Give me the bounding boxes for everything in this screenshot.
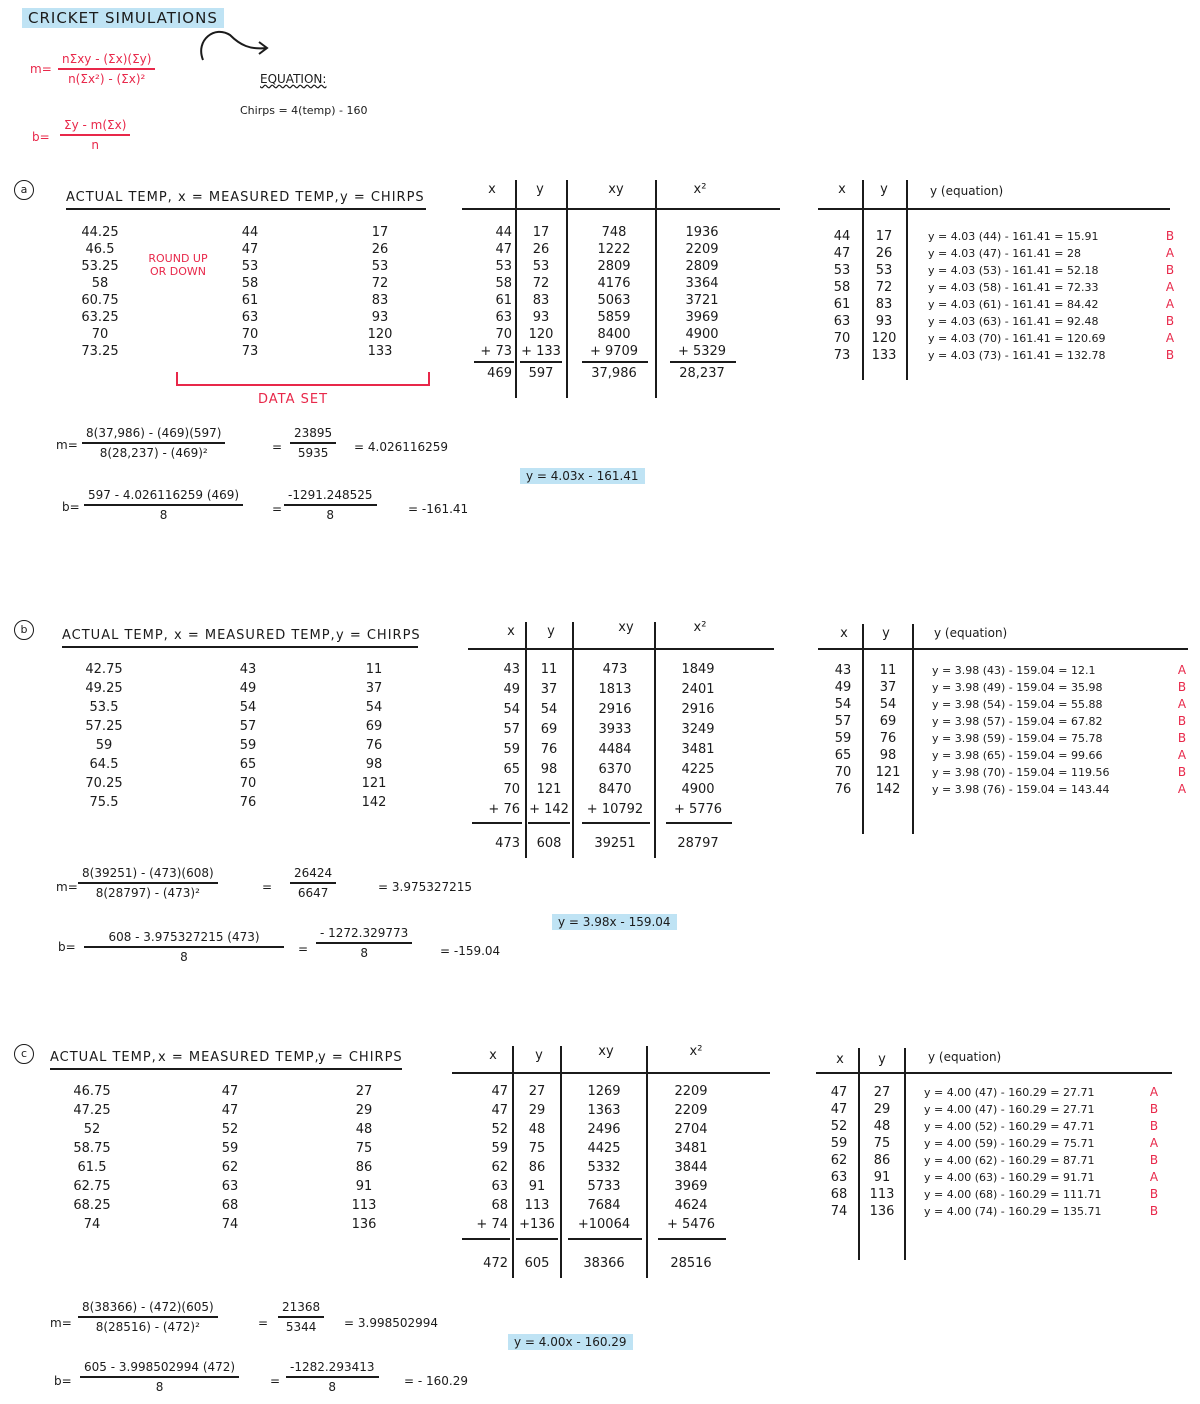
chirps-column: 17 26 53 72 83 93 120 133	[367, 225, 393, 359]
intercept-formula	[60, 118, 130, 152]
chirps-column: 11 37 54 69 76 98 121 142	[361, 662, 387, 810]
x-values: 44 47 53 58 61 63 70 + 73	[480, 225, 512, 359]
m-result: = 3.975327215	[378, 880, 473, 894]
measured-temp-column: 43 49 54 57 59 65 70 76	[239, 662, 257, 810]
sum-y: 608	[536, 836, 562, 851]
m-label: m=	[56, 880, 78, 894]
actual-temp-column: 42.75 49.25 53.5 57.25 59 64.5 70.25 75.5	[85, 662, 123, 810]
xy-header: xy	[598, 1044, 614, 1059]
eq-calculations: y = 3.98 (43) - 159.04 = 12.1 y = 3.98 (49) - 159.04 = 35.98 y = 3.98 (54) - 159.04 = 55.88 y = 3.98 (57) - 159.04 = 67.82 y = 3.98 (59) - 159.04 = 75.78 y = 3.98 (65) - 159.04 = 99.66 y = 3.98 (70) - 159.04 = 119.56 y = 3.98 (76) - 159.04 = 143.44	[932, 664, 1110, 796]
intercept-formula-label: b=	[32, 130, 50, 144]
b-calculation: $\frac{597 - 4.026116259 (469)}{8}$	[84, 488, 243, 522]
m-fraction: $\frac{21368}{5344}$	[278, 1300, 324, 1334]
y-equation-header: y (equation)	[928, 1050, 1002, 1064]
y-values: 11 37 54 69 76 98 121 + 142	[529, 662, 569, 817]
eq-x-values: 44 47 53 58 61 63 70 73	[833, 229, 851, 363]
data-set-label: DATA SET	[258, 392, 329, 407]
actual-temp-column: 44.25 46.5 53.25 58 60.75 63.25 70 73.25	[81, 225, 119, 359]
x2-values: 1936 2209 2809 3364 3721 3969 4900 + 5329	[677, 225, 727, 359]
y-header: y	[536, 182, 544, 197]
eq-x-values: 43 49 54 57 59 65 70 76	[834, 663, 852, 797]
x2-values: 1849 2401 2916 3249 3481 4225 4900 + 5776	[673, 662, 723, 817]
measured-temp-header: x = MEASURED TEMP,	[178, 190, 340, 205]
eq-calculations: y = 4.03 (44) - 161.41 = 15.91 y = 4.03 (47) - 161.41 = 28 y = 4.03 (53) - 161.41 = 52.18 y = 4.03 (58) - 161.41 = 72.33 y = 4.03 (61) - 161.41 = 84.42 y = 4.03 (63) - 161.41 = 92.48 y = 4.03 (70) - 161.41 = 120.69 y = 4.03 (73) - 161.41 = 132.78	[928, 230, 1106, 362]
b-label: b=	[54, 1374, 72, 1388]
xy-values: 748 1222 2809 4176 5063 5859 8400 + 9709	[589, 225, 639, 359]
x-values: 47 47 52 59 62 63 68 + 74	[476, 1084, 508, 1232]
final-equation: y = 4.03x - 161.41	[520, 468, 645, 484]
xy-header: xy	[618, 620, 634, 635]
m-fraction: $\frac{26424}{6647}$	[290, 866, 336, 900]
x-header: x	[488, 182, 496, 197]
eq-x-header: x	[838, 182, 846, 197]
x-header: x	[507, 624, 515, 639]
xy-values: 1269 1363 2496 4425 5332 5733 7684 +10064	[577, 1084, 631, 1232]
eq-x-values: 47 47 52 59 62 63 68 74	[830, 1085, 848, 1219]
section-c-label: c	[14, 1044, 34, 1064]
section-a-label: a	[14, 180, 34, 200]
x-values: 43 49 54 57 59 65 70 + 76	[488, 662, 520, 817]
y-header: y	[535, 1048, 543, 1063]
sum-x: 473	[495, 836, 520, 851]
section-b-label: b	[14, 620, 34, 640]
data-set-bracket	[176, 372, 430, 386]
chirps-header: y = CHIRPS	[336, 628, 421, 643]
x2-header: x²	[693, 620, 707, 635]
eq-calculations: y = 4.00 (47) - 160.29 = 27.71 y = 4.00 (47) - 160.29 = 27.71 y = 4.00 (52) - 160.29 = 47.71 y = 4.00 (59) - 160.29 = 75.71 y = 4.00 (62) - 160.29 = 87.71 y = 4.00 (63) - 160.29 = 91.71 y = 4.00 (68) - 160.29 = 111.71 y = 4.00 (74) - 160.29 = 135.71	[924, 1086, 1102, 1218]
sum-x: 472	[483, 1256, 508, 1271]
ab-badges: A B B A B A B B	[1149, 1085, 1159, 1218]
eq-y-values: 27 29 48 75 86 91 113 136	[869, 1085, 895, 1219]
x2-header: x²	[693, 182, 707, 197]
slope-formula-numerator: nΣxy - (Σx)(Σy)	[58, 52, 155, 70]
m-calculation: $\frac{8(39251) - (473)(608)}{\text{8(28797) - (473)²}}$	[78, 866, 218, 900]
table-header-line	[462, 208, 780, 210]
m-label: m=	[50, 1316, 72, 1330]
round-note: ROUND UP OR DOWN	[148, 252, 208, 278]
measured-temp-column: 44 47 53 58 61 63 70 73	[241, 225, 259, 359]
slope-formula-label: m=	[30, 62, 52, 76]
sum-xy: 38366	[583, 1256, 625, 1271]
measured-temp-column: 47 47 52 59 62 63 68 74	[221, 1084, 239, 1232]
b-calculation: $\frac{608 - 3.975327215 (473)}{8}$	[84, 930, 284, 964]
eq-x-header: x	[836, 1052, 844, 1067]
m-calculation: $\frac{8(38366) - (472)(605)}{\text{8(28516) - (472)²}}$	[78, 1300, 218, 1334]
equation-label: EQUATION:	[260, 72, 327, 86]
sum-x: 469	[487, 366, 512, 381]
eq-x-header: x	[840, 626, 848, 641]
sum-xy: 39251	[594, 836, 636, 851]
equation-text: Chirps = 4(temp) - 160	[240, 104, 368, 117]
b-calculation: $\frac{605 - 3.998502994 (472)}{8}$	[80, 1360, 239, 1394]
eq-y-header: y	[878, 1052, 886, 1067]
m-label: m=	[56, 438, 78, 452]
slope-formula-denominator: n(Σx²) - (Σx)²	[68, 72, 146, 86]
m-fraction: $\frac{23895}{5935}$	[290, 426, 336, 460]
intercept-formula-numerator: Σy - m(Σx)	[60, 118, 130, 136]
sum-x2: 28516	[670, 1256, 712, 1271]
y-equation-header: y (equation)	[934, 626, 1008, 640]
page-title: CRICKET SIMULATIONS	[22, 8, 224, 28]
b-label: b=	[62, 500, 80, 514]
y-equation-header: y (equation)	[930, 184, 1004, 198]
y-header: y	[547, 624, 555, 639]
y-values: 17 26 53 72 83 93 120 + 133	[521, 225, 561, 359]
actual-temp-header: ACTUAL TEMP,	[62, 628, 169, 643]
eq-y-values: 17 26 53 72 83 93 120 133	[871, 229, 897, 363]
slope-formula	[58, 52, 155, 86]
b-result: = -159.04	[440, 944, 501, 958]
ab-badges: B A B A A B A B	[1165, 229, 1175, 362]
sum-xy: 37,986	[591, 366, 637, 381]
m-calculation: $\frac{8(37,986) - (469)(597)}{\text{8(28,237) - (469)²}}$	[82, 426, 225, 460]
sum-y: 605	[524, 1256, 550, 1271]
chirps-column: 27 29 48 75 86 91 113 136	[351, 1084, 377, 1232]
b-fraction: $\frac{-1291.248525}{8}$	[284, 488, 377, 522]
actual-temp-header: ACTUAL TEMP,	[50, 1050, 157, 1065]
eq-y-header: y	[880, 182, 888, 197]
measured-temp-header: x = MEASURED TEMP,	[158, 1050, 320, 1065]
measured-temp-header: x = MEASURED TEMP,	[174, 628, 336, 643]
eq-y-values: 11 37 54 69 76 98 121 142	[875, 663, 901, 797]
chirps-header: y = CHIRPS	[318, 1050, 403, 1065]
y-values: 27 29 48 75 86 91 113 +136	[519, 1084, 555, 1232]
m-result: = 4.026116259	[354, 440, 449, 454]
sum-x2: 28797	[677, 836, 719, 851]
sum-x2: 28,237	[679, 366, 725, 381]
x2-values: 2209 2209 2704 3481 3844 3969 4624 + 5476	[666, 1084, 716, 1232]
b-result: = - 160.29	[404, 1374, 469, 1388]
xy-header: xy	[608, 182, 624, 197]
m-result: = 3.998502994	[344, 1316, 439, 1330]
curved-arrow-icon	[195, 20, 275, 70]
x-header: x	[489, 1048, 497, 1063]
header-underline	[66, 208, 426, 210]
chirps-header: y = CHIRPS	[340, 190, 425, 205]
xy-values: 473 1813 2916 3933 4484 6370 8470 + 10792	[586, 662, 644, 817]
actual-temp-column: 46.75 47.25 52 58.75 61.5 62.75 68.25 74	[73, 1084, 111, 1232]
b-label: b=	[58, 940, 76, 954]
actual-temp-header: ACTUAL TEMP,	[66, 190, 173, 205]
b-fraction: $\frac{-1282.293413}{8}$	[286, 1360, 379, 1394]
b-result: = -161.41	[408, 502, 469, 516]
b-fraction: $\frac{- 1272.329773}{8}$	[316, 926, 412, 960]
x2-header: x²	[689, 1044, 703, 1059]
final-equation: y = 3.98x - 159.04	[552, 914, 677, 930]
ab-badges: A B A B B A B A	[1177, 663, 1187, 796]
final-equation: y = 4.00x - 160.29	[508, 1334, 633, 1350]
eq-y-header: y	[882, 626, 890, 641]
intercept-formula-denominator: n	[91, 138, 99, 152]
sum-y: 597	[528, 366, 554, 381]
